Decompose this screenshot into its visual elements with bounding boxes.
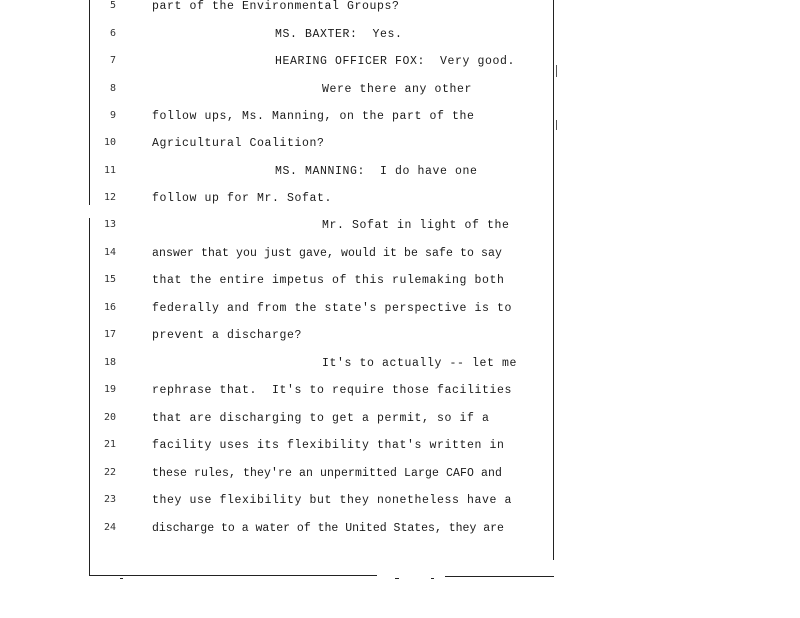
line-number: 11 <box>103 165 116 176</box>
line-text: follow ups, Ms. Manning, on the part of the <box>152 110 475 123</box>
line-text: Agricultural Coalition? <box>152 137 325 150</box>
transcript-line <box>0 83 800 103</box>
transcript-line <box>0 192 800 212</box>
line-text: part of the Environmental Groups? <box>152 0 400 13</box>
line-text: facility uses its flexibility that's written in <box>152 439 505 452</box>
line-text: discharge to a water of the United States, they are <box>152 522 504 535</box>
line-number: 22 <box>103 467 116 478</box>
transcript-line <box>0 522 800 542</box>
bottom-rule-right <box>445 576 554 577</box>
line-number: 7 <box>109 55 116 66</box>
line-text: Were there any other <box>322 83 473 96</box>
transcript-line <box>0 137 800 157</box>
transcript-line <box>0 412 800 432</box>
transcript-line <box>0 55 800 75</box>
line-number: 21 <box>103 439 116 450</box>
line-number: 19 <box>103 384 116 395</box>
line-text: HEARING OFFICER FOX: Very good. <box>275 55 516 68</box>
line-number: 17 <box>103 329 116 340</box>
line-number: 14 <box>103 247 116 258</box>
transcript-line <box>0 247 800 267</box>
transcript-line <box>0 329 800 349</box>
transcript-line <box>0 219 800 239</box>
line-number: 12 <box>103 192 116 203</box>
line-number: 20 <box>103 412 116 423</box>
transcript-line <box>0 165 800 185</box>
line-text: follow up for Mr. Sofat. <box>152 192 333 205</box>
line-text: that are discharging to get a permit, so if a <box>152 412 490 425</box>
line-text: It's to actually -- let me <box>322 357 518 370</box>
line-text: MS. MANNING: I do have one <box>275 165 478 178</box>
line-number: 5 <box>109 0 116 11</box>
transcript-line <box>0 467 800 487</box>
transcript-line <box>0 384 800 404</box>
scan-mark <box>395 578 399 579</box>
transcript-line <box>0 439 800 459</box>
line-number: 10 <box>103 137 116 148</box>
transcript-line <box>0 357 800 377</box>
bottom-rule-left <box>89 575 377 576</box>
scan-mark <box>431 578 434 579</box>
line-number: 15 <box>103 274 116 285</box>
line-number: 9 <box>109 110 116 121</box>
line-number: 8 <box>109 83 116 94</box>
line-text: Mr. Sofat in light of the <box>322 219 510 232</box>
transcript-line <box>0 0 800 20</box>
line-text: they use flexibility but they nonetheless have a <box>152 494 513 507</box>
line-text: answer that you just gave, would it be safe to say <box>152 247 503 260</box>
line-number: 23 <box>103 494 116 505</box>
transcript-line <box>0 494 800 514</box>
line-text: federally and from the state's perspective is to <box>152 302 513 315</box>
line-number: 24 <box>103 522 116 533</box>
transcript-line <box>0 274 800 294</box>
line-text: prevent a discharge? <box>152 329 303 342</box>
line-number: 13 <box>103 219 116 230</box>
transcript-line <box>0 28 800 48</box>
transcript-line <box>0 110 800 130</box>
scan-mark <box>120 578 123 579</box>
line-number: 16 <box>103 302 116 313</box>
line-text: rephrase that. It's to require those facilities <box>152 384 513 397</box>
line-number: 6 <box>109 28 116 39</box>
line-text: that the entire impetus of this rulemaking both <box>152 274 505 287</box>
line-text: MS. BAXTER: Yes. <box>275 28 403 41</box>
line-number: 18 <box>103 357 116 368</box>
transcript-line <box>0 302 800 322</box>
line-text: these rules, they're an unpermitted Large CAFO and <box>152 467 503 480</box>
